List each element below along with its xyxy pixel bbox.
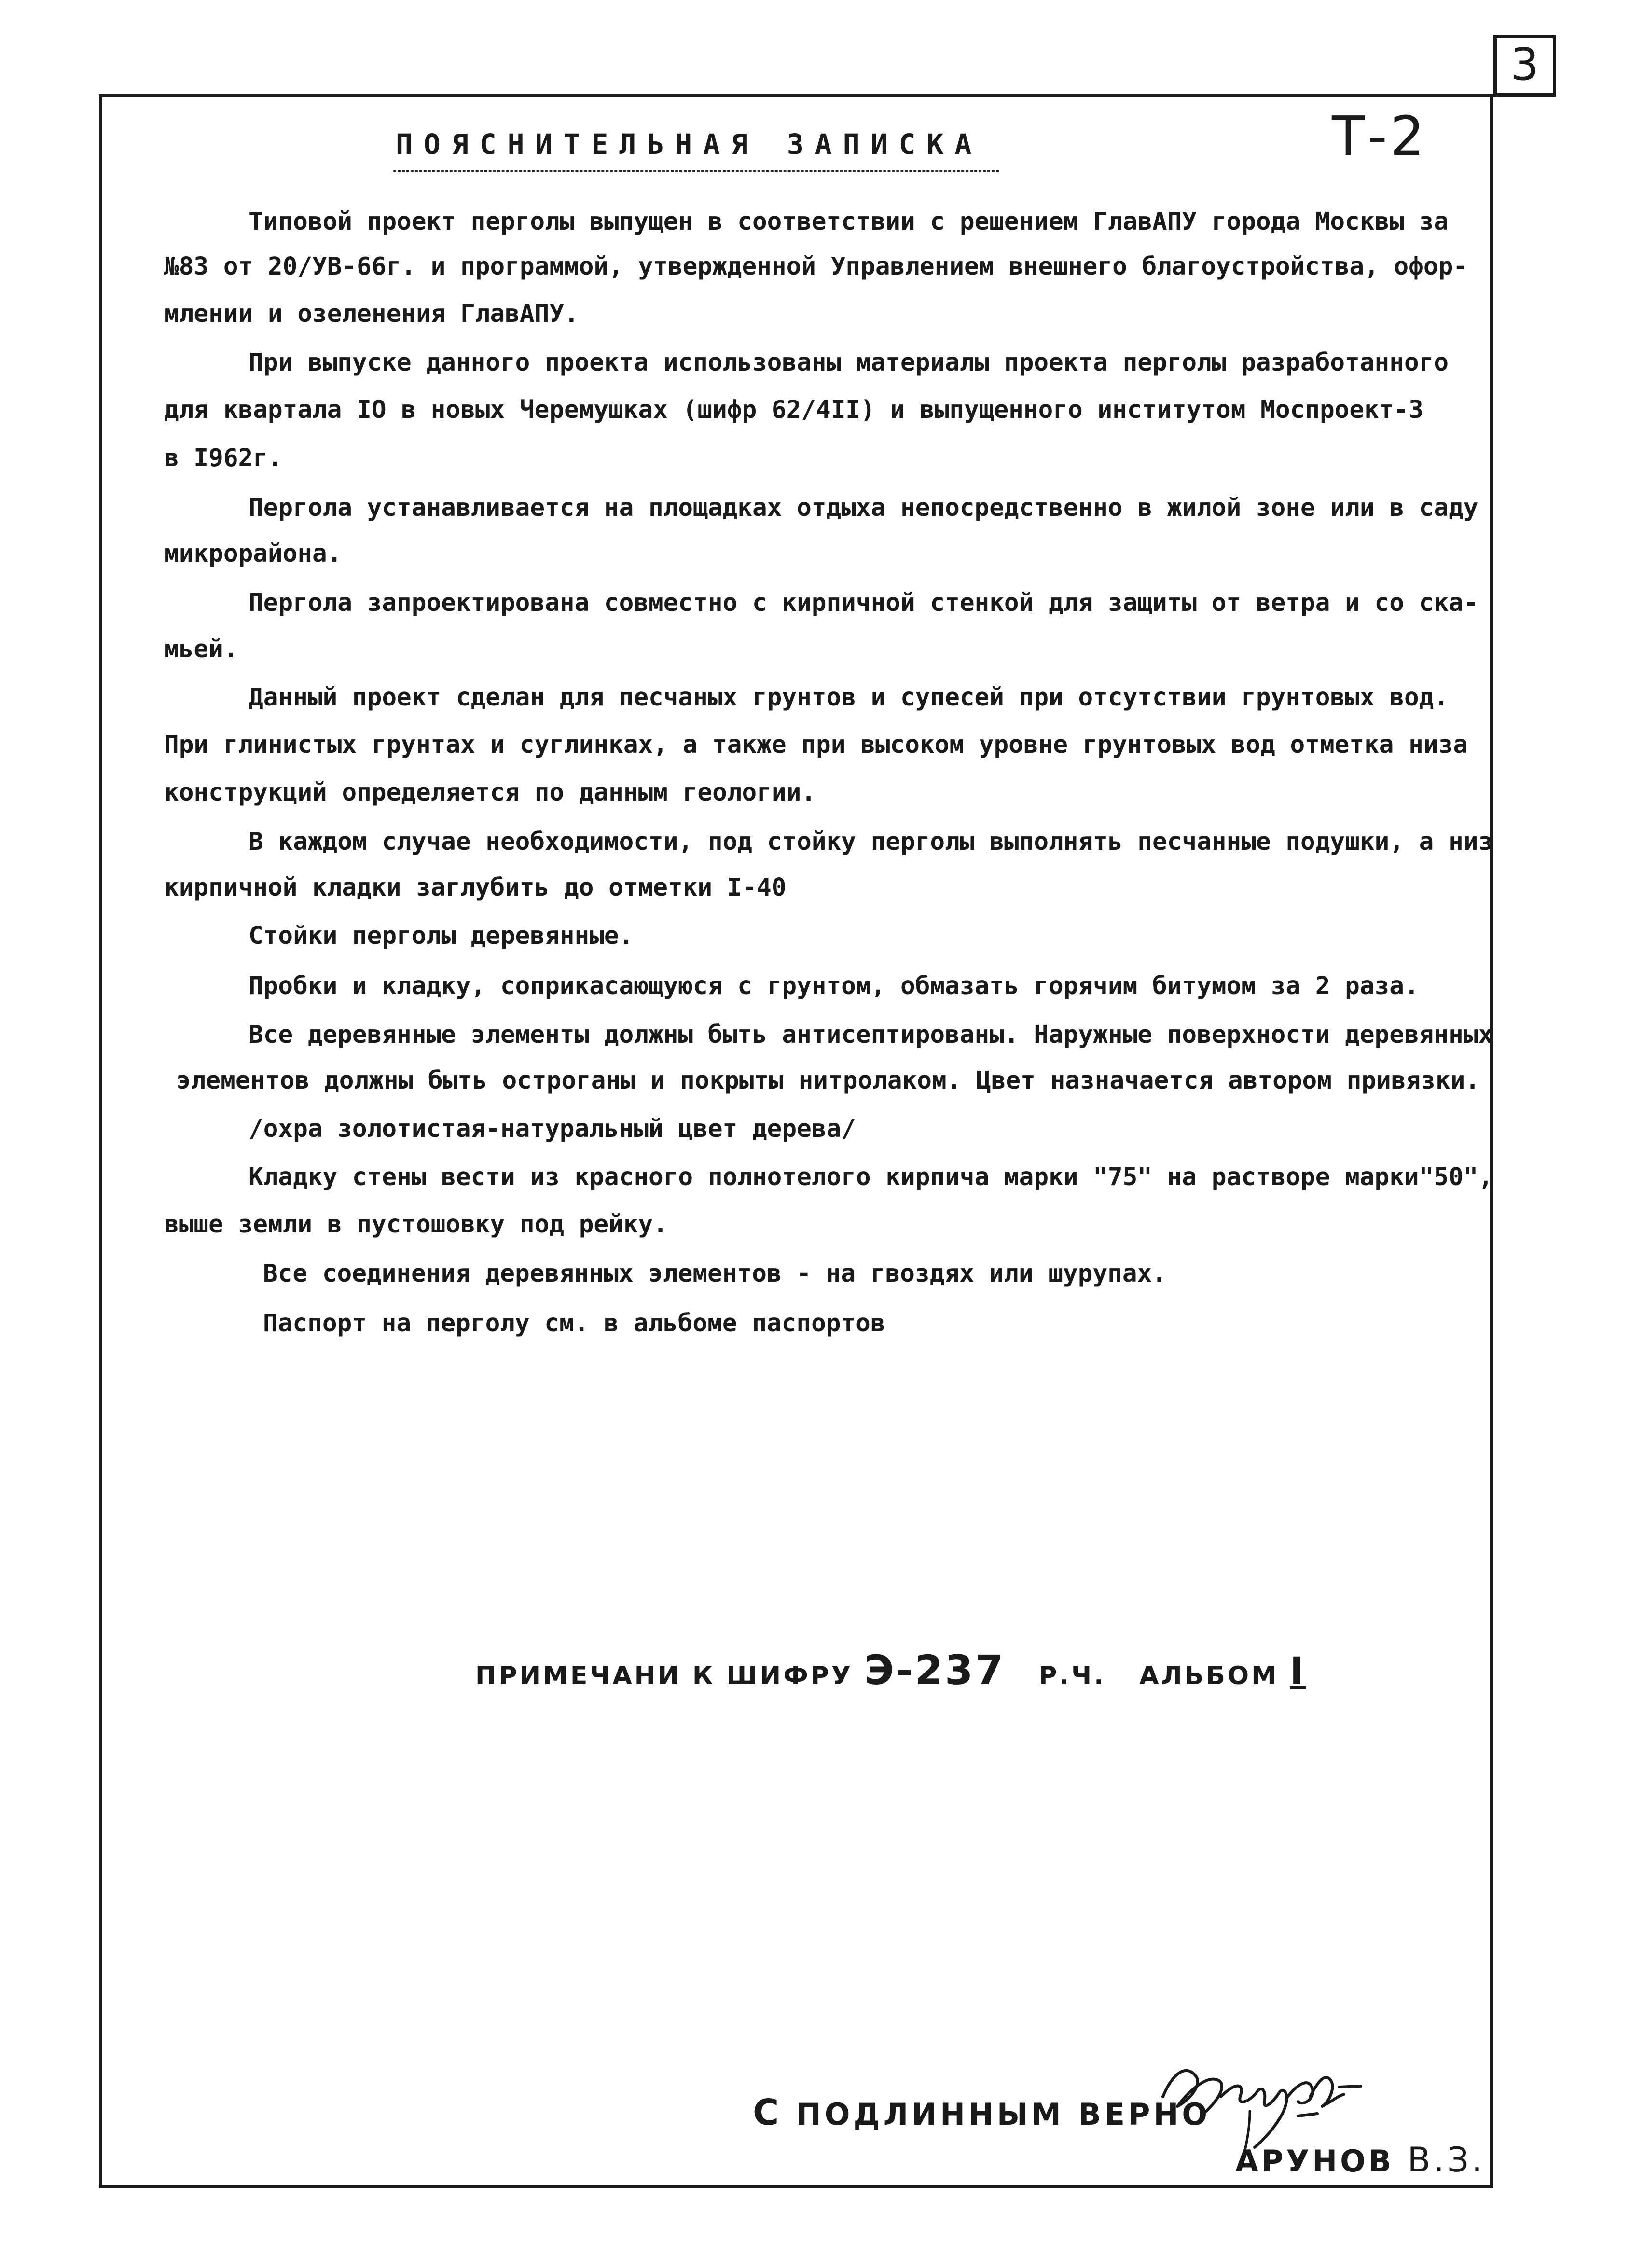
body-line: конструкций определяется по данным геологии. <box>164 778 816 807</box>
body-line: в I962г. <box>164 444 283 472</box>
body-line: Паспорт на перголу см. в альбоме паспортов <box>263 1309 885 1338</box>
album-reference-prefix: ПРИМЕЧАНИ К ШИФРУ <box>475 1661 853 1690</box>
project-part: Р.Ч. <box>1038 1661 1106 1690</box>
project-code: Э-237 <box>864 1646 1005 1694</box>
album-label: АЛЬБОМ <box>1139 1661 1279 1690</box>
body-line: №83 от 20/УВ-66г. и программой, утвержденной Управлением внешнего благоустройства, офор- <box>164 252 1468 281</box>
certification-first-letter: С <box>753 2092 783 2133</box>
body-line: Стойки перголы деревянные. <box>249 922 634 950</box>
signer-name-line <box>1235 2140 1485 2180</box>
body-line: кирпичной кладки заглубить до отметки I-40 <box>164 873 787 902</box>
title-underline <box>393 170 999 172</box>
body-line: Данный проект сделан для песчаных грунтов и супесей при отсутствии грунтовых вод. <box>249 683 1449 712</box>
page-number-divider <box>1493 96 1556 97</box>
body-line: элементов должны быть острoганы и покрыты нитролаком. Цвет назначается автором привязки. <box>176 1066 1480 1095</box>
album-reference <box>475 1646 1306 1694</box>
body-line: для квартала IO в новых Черемушках (шифр 62/4II) и выпущенного институтом Моспроект-3 <box>164 396 1423 424</box>
body-line: При выпуске данного проекта использованы материалы проекта перголы разработанного <box>249 348 1449 377</box>
body-line: Пробки и кладку, соприкасающуюся с грунтом, обмазать горячим битумом за 2 раза. <box>249 972 1419 1000</box>
signer-surname: АРУНОВ <box>1235 2144 1395 2179</box>
body-line: Пергола запроектирована совместно с кирпичной стенкой для защиты от ветра и со ска- <box>249 589 1478 617</box>
signer-initials: В.З. <box>1407 2140 1486 2180</box>
body-line: Все соединения деревянных элементов - на гвоздях или шурупах. <box>263 1259 1167 1288</box>
body-line: млении и озеленения ГлавАПУ. <box>164 300 579 328</box>
body-line: В каждом случае необходимости, под стойку перголы выполнять песчанные подушки, а низ <box>249 828 1493 856</box>
certification-text: ПОДЛИННЫМ ВЕРНО <box>796 2097 1211 2132</box>
page-number-box <box>1493 35 1556 97</box>
body-line: мьей. <box>164 635 238 664</box>
body-line: микрорайона. <box>164 539 342 568</box>
body-line: /охра золотистая-натуральный цвет дерева/ <box>249 1115 856 1143</box>
document-title: ПОЯСНИТЕЛЬНАЯ ЗАПИСКА <box>396 128 983 161</box>
body-line: При глинистых грунтах и суглинках, а также при высоком уровне грунтовых вод отметка низа <box>164 731 1468 759</box>
sheet-code: Т-2 <box>1332 105 1428 168</box>
body-line: Типовой проект перголы выпущен в соответствии с решением ГлавАПУ города Москвы за <box>249 207 1449 236</box>
body-line: Все деревянные элементы должны быть антисептированы. Наружные поверхности деревянных <box>249 1021 1493 1049</box>
page-number: 3 <box>1510 39 1539 90</box>
body-line: Кладку стены вести из красного полнотелого кирпича марки "75" на растворе марки"50", <box>249 1163 1493 1191</box>
body-line: выше земли в пустошовку под рейку. <box>164 1210 668 1239</box>
body-line: Пергола устанавливается на площадках отдыха непосредственно в жилой зоне или в саду <box>249 494 1478 522</box>
certification-line <box>753 2092 1211 2133</box>
album-number: I <box>1289 1650 1306 1693</box>
